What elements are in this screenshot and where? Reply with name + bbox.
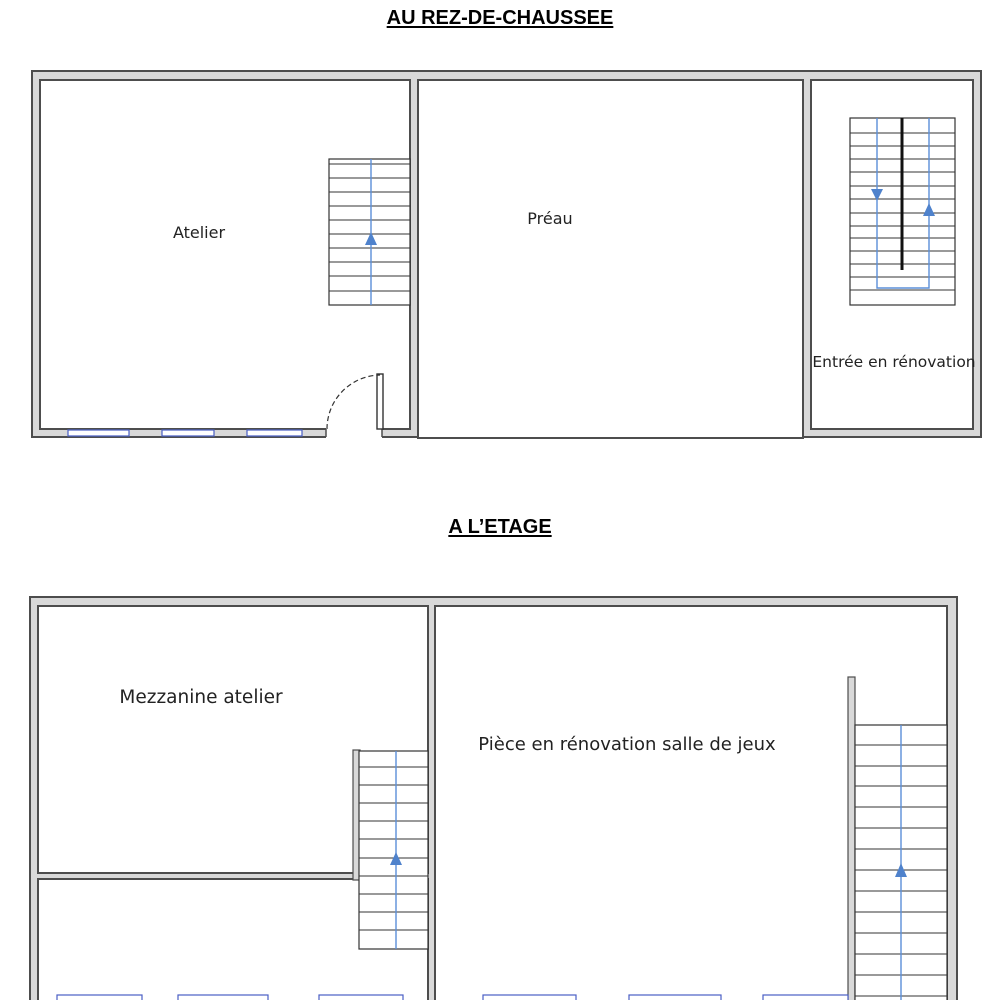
atelier-door [377,374,383,429]
window [57,995,142,1000]
atelier-door-opening [326,428,382,438]
window [763,995,848,1000]
entree-staircase [850,118,955,305]
window [629,995,721,1000]
upper-floor-plan [30,597,957,1000]
label-entree: Entrée en rénovation [812,353,976,371]
salle-jeux-staircase [855,725,947,1000]
stair-well-wall [848,677,855,1000]
mezzanine-staircase [359,751,428,949]
room-preau [418,80,803,438]
window [178,995,268,1000]
window [162,430,214,436]
window [247,430,302,436]
window [319,995,403,1000]
label-atelier: Atelier [172,223,226,242]
label-mezzanine: Mezzanine atelier [119,687,283,708]
window [68,430,129,436]
atelier-staircase [329,159,410,305]
label-preau: Préau [527,209,573,228]
ground-floor-plan [32,71,981,438]
window [483,995,576,1000]
label-salle-de-jeux: Pièce en rénovation salle de jeux [478,734,776,755]
ground-floor-title: AU REZ-DE-CHAUSSEE [386,7,614,29]
upper-floor-title: A L’ETAGE [448,516,552,538]
